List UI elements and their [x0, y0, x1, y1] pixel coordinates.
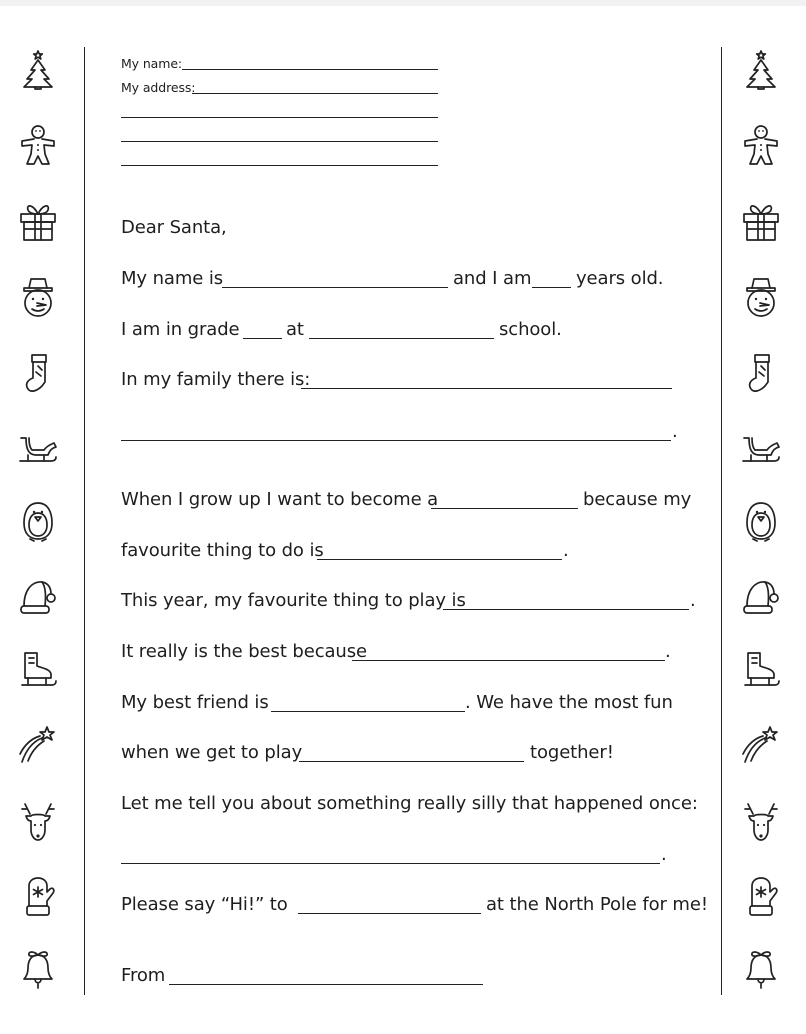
- grow-intro-text: When I grow up I want to become a: [121, 489, 439, 510]
- gift-box-icon: [741, 200, 781, 242]
- salutation: Dear Santa,: [121, 217, 227, 238]
- sleigh-icon: [741, 428, 781, 470]
- from-row: [121, 964, 521, 988]
- favourite-do-row: [121, 539, 681, 563]
- gift-box-icon: [18, 200, 58, 242]
- from-label: From: [121, 965, 166, 986]
- name-blank[interactable]: [182, 69, 438, 70]
- family-period: .: [672, 421, 678, 442]
- grow-up-row: [121, 488, 691, 512]
- silly-story-line: [121, 843, 681, 867]
- age-mid-text: and I am: [453, 268, 532, 289]
- name-age-row: [121, 267, 681, 291]
- right-divider-line: [721, 47, 722, 995]
- favourite-toy-blank[interactable]: [443, 609, 689, 610]
- silly-intro-text: Let me tell you about something really silly that happened once:: [121, 793, 698, 814]
- stocking-icon: [18, 352, 58, 394]
- address-blank-3[interactable]: [121, 141, 438, 142]
- best-because-row: [121, 640, 681, 664]
- play-intro-text: This year, my favourite thing to play is: [121, 590, 466, 611]
- ice-skate-icon: [741, 650, 781, 692]
- age-blank[interactable]: [532, 287, 571, 288]
- address-label: My address:: [121, 80, 196, 95]
- gingerbread-man-icon: [741, 124, 781, 166]
- best-intro-text: It really is the best because: [121, 641, 367, 662]
- address-blank[interactable]: [192, 93, 438, 94]
- penguin-icon: [18, 500, 58, 542]
- hi-end-text: at the North Pole for me!: [486, 894, 708, 915]
- name-intro-text: My name is: [121, 268, 224, 289]
- bell-icon: [18, 948, 58, 990]
- address-blank-4[interactable]: [121, 165, 438, 166]
- snowman-icon: [741, 276, 781, 318]
- snowman-icon: [18, 276, 58, 318]
- sleigh-icon: [18, 428, 58, 470]
- grade-blank[interactable]: [243, 338, 282, 339]
- activity-together-blank[interactable]: [299, 761, 524, 762]
- favourite-play-row: [121, 589, 696, 613]
- page-top-edge: [0, 0, 806, 6]
- school-blank[interactable]: [309, 338, 494, 339]
- christmas-tree-icon: [741, 48, 781, 90]
- grade-intro-text: I am in grade: [121, 319, 240, 340]
- play-together-intro-text: when we get to play: [121, 742, 303, 763]
- stocking-icon: [741, 352, 781, 394]
- penguin-icon: [741, 500, 781, 542]
- ice-skate-icon: [18, 650, 58, 692]
- christmas-tree-icon: [18, 48, 58, 90]
- shooting-star-icon: [741, 724, 781, 766]
- career-blank[interactable]: [431, 508, 578, 509]
- grade-school-row: [121, 318, 681, 342]
- play-together-end-text: together!: [530, 742, 614, 763]
- family-blank-2[interactable]: [121, 440, 671, 441]
- fav-do-period: .: [563, 540, 569, 561]
- child-name-blank[interactable]: [222, 287, 448, 288]
- silly-period: .: [661, 844, 667, 865]
- best-friend-row: [121, 691, 681, 715]
- grow-because-text: because my: [583, 489, 692, 510]
- left-icon-border: [14, 0, 62, 1034]
- salutation-row: [121, 216, 421, 240]
- fav-do-intro-text: favourite thing to do is: [121, 540, 324, 561]
- right-icon-border: [737, 0, 785, 1034]
- grade-at-text: at: [286, 319, 304, 340]
- reindeer-icon: [741, 800, 781, 842]
- hi-recipient-blank[interactable]: [298, 913, 481, 914]
- best-period: .: [665, 641, 671, 662]
- mitten-icon: [18, 876, 58, 918]
- signature-blank[interactable]: [169, 984, 483, 985]
- age-end-text: years old.: [576, 268, 664, 289]
- name-label: My name:: [121, 56, 183, 71]
- shooting-star-icon: [18, 724, 58, 766]
- play-period: .: [690, 590, 696, 611]
- family-intro-text: In my family there is:: [121, 369, 311, 390]
- hi-intro-text: Please say “Hi!” to: [121, 894, 288, 915]
- reindeer-icon: [18, 800, 58, 842]
- santa-hat-icon: [18, 576, 58, 618]
- gingerbread-man-icon: [18, 124, 58, 166]
- address-field-row: [121, 80, 441, 104]
- family-row-2: [121, 420, 681, 444]
- family-row: [121, 368, 681, 392]
- play-together-row: [121, 741, 681, 765]
- school-end-text: school.: [499, 319, 562, 340]
- friend-intro-text: My best friend is: [121, 692, 269, 713]
- family-blank[interactable]: [301, 388, 672, 389]
- address-line-4: [121, 152, 441, 176]
- friend-end-text: . We have the most fun: [465, 692, 673, 713]
- favourite-activity-blank[interactable]: [317, 559, 562, 560]
- reason-blank[interactable]: [352, 660, 665, 661]
- silly-story-row: [121, 792, 701, 816]
- best-friend-blank[interactable]: [271, 711, 465, 712]
- address-line-3: [121, 128, 441, 152]
- left-divider-line: [84, 47, 85, 995]
- bell-icon: [741, 948, 781, 990]
- address-line-2: [121, 104, 441, 128]
- mitten-icon: [741, 876, 781, 918]
- silly-story-blank[interactable]: [121, 863, 660, 864]
- say-hi-row: [121, 893, 708, 917]
- santa-hat-icon: [741, 576, 781, 618]
- name-field-row: [121, 56, 441, 80]
- address-blank-2[interactable]: [121, 117, 438, 118]
